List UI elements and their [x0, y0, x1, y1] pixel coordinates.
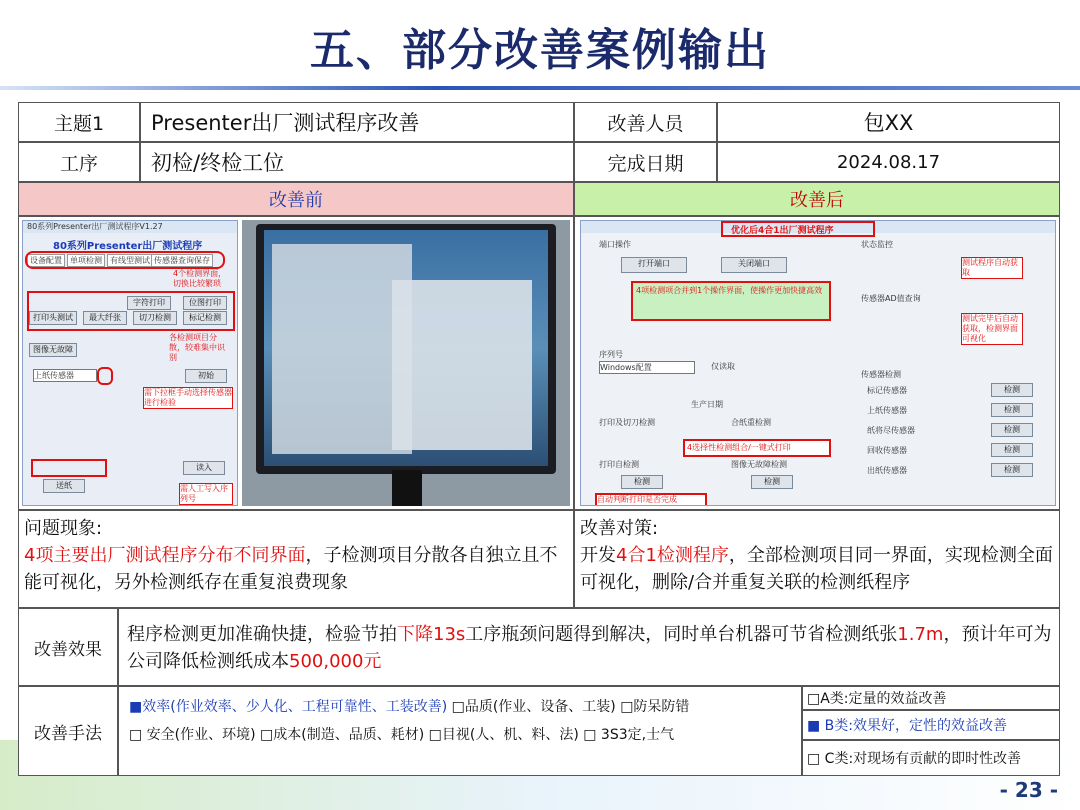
method-line1-blue: ■效率(作业效率、少人化、工程可靠性、工装改善)	[129, 699, 448, 715]
after-btn-image-detect: 检测	[751, 475, 793, 489]
before-tab-1: 设备配置	[27, 254, 65, 267]
after-group-sensor: 传感器AD值查询	[861, 294, 921, 303]
date-value: 2024.08.17	[717, 142, 1060, 182]
before-tab-2: 单项检测	[67, 254, 105, 267]
screen-window-right	[392, 280, 532, 450]
after-detect-btn-4: 检测	[991, 443, 1033, 457]
effect-t3: ，预计年可为公司降低检测纸成本	[127, 624, 1052, 672]
before-btn-maxpaper: 最大纤张	[83, 311, 127, 325]
after-check-auto: 仅读取	[711, 362, 735, 371]
measure-rest: ，全部检测项目同一界面，实现检测全面可视化，删除/合并重复关联的检测纸程序	[580, 545, 1053, 593]
method-line1	[129, 697, 798, 717]
after-sensor-row-2: 上纸传感器	[867, 406, 907, 415]
after-serial-select: Windows配置	[599, 361, 695, 374]
after-label-date: 生产日期	[691, 400, 723, 409]
after-label-cut: 打印及切刀检测	[599, 418, 655, 427]
method-text	[119, 693, 802, 749]
page-number: - 23 -	[999, 778, 1058, 802]
before-note-scattered: 各检测项目分散，较难集中识别	[169, 333, 225, 362]
problem-rest: ，子检测项目分散各自独立且不能可视化，另外检测纸存在重复浪费现象	[24, 545, 558, 593]
effect-h2: 1.7m	[897, 624, 944, 645]
before-note-serial: 需人工写入序列号	[179, 483, 233, 505]
before-btn-read: 读入	[183, 461, 225, 475]
process-value: 初检/终检工位	[140, 142, 574, 182]
before-app-title: 80系列Presenter出厂测试程序V1.27	[23, 221, 238, 233]
effect-label: 改善效果	[18, 608, 118, 686]
subject-label: 主题1	[18, 102, 140, 142]
monitor-stand	[392, 470, 422, 506]
date-label: 完成日期	[574, 142, 717, 182]
class-a: □A类:定量的效益改善	[802, 686, 1060, 710]
before-buttons-highlight	[27, 291, 235, 331]
before-serial-highlight	[31, 459, 107, 477]
before-note-dropdown: 需下拉框手动选择传感器进行检验	[144, 388, 232, 407]
after-label-print: 打印自检测	[599, 460, 639, 469]
before-btn-bitmap: 位图打印	[183, 296, 227, 310]
effect-t1: 程序检测更加准确快捷，检验节拍	[127, 624, 397, 645]
before-btn-char: 字符打印	[127, 296, 171, 310]
measure-cell	[574, 510, 1060, 608]
problem-label: 问题现象:	[24, 518, 103, 539]
person-value: 包XX	[717, 102, 1060, 142]
after-label-serial: 序列号	[599, 350, 623, 359]
after-sensor-row-4: 回收传感器	[867, 446, 907, 455]
after-note-sensor: 测试完毕后自动获取，检测界面可视化	[961, 313, 1023, 345]
effect-cell	[118, 608, 1060, 686]
after-btn-close: 关闭端口	[721, 257, 787, 273]
after-note-auto: 自动判断打印是否完成	[595, 493, 707, 506]
after-sensor-row-3: 纸将尽传感器	[867, 426, 915, 435]
screen-window-left	[272, 244, 412, 454]
before-heading: 80系列Presenter出厂测试程序	[53, 241, 203, 252]
after-group-detect: 传感器检测	[861, 370, 901, 379]
class-b: ■ B类:效果好，定性的效益改善	[802, 710, 1060, 740]
before-monitor-photo	[242, 220, 570, 506]
after-note-merge: 4项检测项合并到1个操作界面，使操作更加快捷高效	[631, 281, 831, 321]
effect-t2: 工序瓶颈问题得到解决，同时单台机器可节省检测纸张	[465, 624, 898, 645]
after-group-port: 端口操作	[599, 240, 631, 249]
before-btn-image: 图像无故障	[29, 343, 77, 357]
after-label-feed: 合纸重检测	[731, 418, 771, 427]
method-label: 改善手法	[18, 686, 118, 776]
title-rule	[0, 86, 1080, 90]
method-line1-rest: □品质(作业、设备、工装) □防呆防错	[447, 699, 690, 715]
measure-pre: 开发	[580, 545, 616, 566]
before-dropdown-highlight	[97, 367, 113, 385]
before-tab-3: 有线型测试	[107, 254, 153, 267]
person-label: 改善人员	[574, 102, 717, 142]
effect-text	[119, 617, 1060, 679]
before-note-tabs: 4个检测界面，切换比较繁琐	[173, 269, 227, 288]
before-btn-init: 初始	[185, 369, 227, 383]
problem-highlight: 4项主要出厂测试程序分布不同界面	[24, 545, 306, 566]
after-app-title: 优化后4合1出厂测试程序	[731, 226, 834, 236]
subject-value: Presenter出厂测试程序改善	[140, 102, 574, 142]
measure-text	[580, 542, 1056, 596]
after-group-status: 状态监控	[861, 240, 893, 249]
effect-h1: 下降13s	[397, 624, 466, 645]
after-btn-open: 打开端口	[621, 257, 687, 273]
process-label: 工序	[18, 142, 140, 182]
after-detect-btn-2: 检测	[991, 403, 1033, 417]
after-sensor-row-5: 出纸传感器	[867, 466, 907, 475]
after-btn-print-detect: 检测	[621, 475, 663, 489]
before-tab-4: 传感器查询保存	[151, 254, 213, 267]
before-program-screenshot	[22, 220, 238, 506]
after-header: 改善后	[574, 182, 1060, 216]
after-detect-btn-5: 检测	[991, 463, 1033, 477]
effect-h3: 500,000元	[289, 651, 382, 672]
before-btn-printhead: 打印头测试	[29, 311, 77, 325]
after-sensor-row-1: 标记传感器	[867, 386, 907, 395]
after-note-status: 测试程序自动获取	[961, 257, 1023, 279]
class-c: □ C类:对现场有贡献的即时性改善	[802, 740, 1060, 776]
after-note-combo: 4选择性检测组合/一键式打印	[683, 439, 831, 457]
after-program-screenshot	[580, 220, 1056, 506]
method-cell	[118, 686, 802, 776]
before-btn-cutter: 切刀检测	[133, 311, 177, 325]
after-detect-btn-3: 检测	[991, 423, 1033, 437]
problem-text	[24, 542, 570, 596]
measure-label: 改善对策:	[580, 518, 659, 539]
method-line2: □ 安全(作业、环境) □成本(制造、品质、耗材) □目视(人、机、料、法) □ 3S3定,士气	[129, 727, 675, 743]
before-sensor-select: 上纸传感器	[33, 369, 97, 382]
before-header: 改善前	[18, 182, 574, 216]
after-detect-btn-1: 检测	[991, 383, 1033, 397]
page-title: 五、部分改善案例输出	[310, 25, 770, 76]
problem-cell	[18, 510, 574, 608]
after-label-image: 图像无故障检测	[731, 460, 787, 469]
after-title-highlight	[721, 221, 875, 237]
measure-highlight: 4合1检测程序	[616, 545, 729, 566]
before-tabs-highlight	[25, 251, 225, 269]
before-btn-mark: 标记检测	[183, 311, 227, 325]
before-btn-feed: 送纸	[43, 479, 85, 493]
